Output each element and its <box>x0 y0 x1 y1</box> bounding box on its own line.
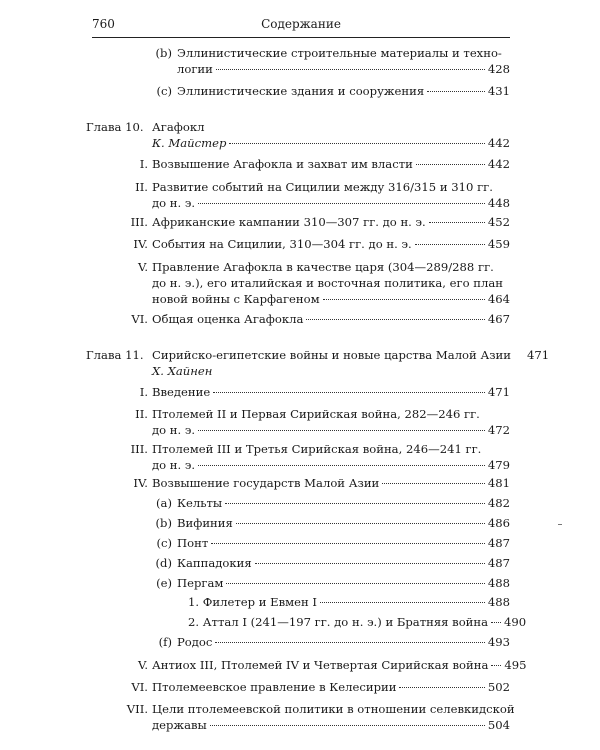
entry-number: (b) <box>155 516 172 530</box>
entry-page: 487 <box>487 536 510 550</box>
entry-page: 493 <box>487 635 510 649</box>
leader-dots <box>255 563 485 564</box>
entry-number: (c) <box>156 84 172 98</box>
page-header <box>92 17 510 35</box>
leader-dots <box>229 143 484 144</box>
entry-page: 481 <box>487 476 510 490</box>
chapter-title-block <box>152 347 550 379</box>
leader-dots <box>306 319 484 320</box>
chapter-title: Агафокл <box>152 120 205 134</box>
entry-page: 482 <box>487 496 510 510</box>
leader-dots <box>429 222 485 223</box>
leader-dots <box>399 687 484 688</box>
entry-body <box>152 236 510 252</box>
entry-number: V. <box>137 260 148 274</box>
running-head: Содержание <box>261 17 341 31</box>
entry-line: Цели птолемеевской политики в отношении селевкидской <box>152 702 515 716</box>
entry-line: Птолемей III и Третья Сирийская война, 246—241 гг. <box>152 442 482 456</box>
entry-number: (b) <box>155 46 172 60</box>
entry-body <box>177 515 510 531</box>
entry-body <box>152 311 510 327</box>
entry-body <box>152 179 510 211</box>
entry-line: Пергам <box>177 576 224 590</box>
entry-page: 442 <box>487 136 510 150</box>
entry-line: до н. э. <box>152 423 196 437</box>
entry-page: 459 <box>487 237 510 251</box>
entry-line: Эллинистические здания и сооружения <box>177 84 425 98</box>
entry-line: Родос <box>177 635 213 649</box>
entry-line: Вифиния <box>177 516 233 530</box>
chapter-author: К. Майстер <box>152 136 227 150</box>
leader-dots <box>236 523 485 524</box>
leader-dots <box>416 164 485 165</box>
entry-line: События на Сицилии, 310—304 гг. до н. э. <box>152 237 412 251</box>
entry-page: 464 <box>487 292 510 306</box>
entry-page: 467 <box>487 312 510 326</box>
entry-line: Кельты <box>177 496 223 510</box>
entry-number: VI. <box>131 680 148 694</box>
entry-page: 471 <box>527 348 550 362</box>
entry-body <box>177 575 510 591</box>
entry-page: 486 <box>487 516 510 530</box>
leader-dots <box>415 244 485 245</box>
entry-body <box>152 406 510 438</box>
leader-dots <box>491 622 501 623</box>
leader-dots <box>198 430 485 431</box>
entry-page: 452 <box>487 215 510 229</box>
chapter-label: Глава 11. <box>86 348 144 362</box>
entry-line: Эллинистические строительные материалы и техно- <box>177 46 502 60</box>
leader-dots <box>427 91 485 92</box>
entry-line: Общая оценка Агафокла <box>152 312 304 326</box>
entry-line: 1. Филетер и Евмен I <box>188 595 317 609</box>
entry-body <box>152 475 510 491</box>
entry-body <box>177 535 510 551</box>
leader-dots <box>320 602 485 603</box>
entry-line: Птолемей II и Первая Сирийская война, 282—246 гг. <box>152 407 480 421</box>
chapter-title: Сирийско-египетские войны и новые царства Малой Азии <box>152 348 512 362</box>
entry-line: Антиох III, Птолемей IV и Четвертая Сирийская война <box>152 658 489 672</box>
entry-number: IV. <box>133 237 148 251</box>
page-number: 760 <box>92 17 115 31</box>
entry-number: (c) <box>156 536 172 550</box>
entry-body <box>188 614 527 630</box>
entry-number: III. <box>130 215 148 229</box>
entry-line: Понт <box>177 536 209 550</box>
entry-line: Правление Агафокла в качестве царя (304—289/288 гг. <box>152 260 494 274</box>
leader-dots <box>198 465 485 466</box>
entry-line: Введение <box>152 385 211 399</box>
chapter-label: Глава 10. <box>86 120 144 134</box>
leader-dots <box>210 725 485 726</box>
margin-mark <box>558 524 562 525</box>
entry-body <box>152 384 510 400</box>
entry-line: логии <box>177 62 213 76</box>
entry-page: 442 <box>487 157 510 171</box>
entry-page: 448 <box>487 196 510 210</box>
entry-body <box>152 259 510 307</box>
entry-line: до н. э. <box>152 458 196 472</box>
entry-body <box>177 555 510 571</box>
leader-dots <box>215 642 484 643</box>
entry-line: до н. э.), его италийская и восточная политика, его план <box>152 276 504 290</box>
entry-number: (f) <box>158 635 172 649</box>
entry-body <box>177 83 510 99</box>
entry-page: 488 <box>487 595 510 609</box>
entry-line: Африканские кампании 310—307 гг. до н. э. <box>152 215 426 229</box>
entry-line: Каппадокия <box>177 556 252 570</box>
chapter-author: Х. Хайнен <box>152 364 213 378</box>
entry-number: (d) <box>155 556 172 570</box>
entry-number: (e) <box>156 576 172 590</box>
entry-body <box>152 441 510 473</box>
chapter-title-block <box>152 119 510 151</box>
entry-body <box>188 594 510 610</box>
leader-dots <box>491 665 501 666</box>
header-rule <box>92 37 510 38</box>
entry-line: 2. Аттал I (241—197 гг. до н. э.) и Братняя война <box>188 615 489 629</box>
entry-page: 479 <box>487 458 510 472</box>
entry-body <box>152 156 510 172</box>
leader-dots <box>323 299 485 300</box>
entry-body <box>177 45 510 77</box>
entry-line: новой войны с Карфагеном <box>152 292 320 306</box>
entry-page: 471 <box>487 385 510 399</box>
entry-page: 495 <box>504 658 527 672</box>
leader-dots <box>211 543 485 544</box>
entry-page: 472 <box>487 423 510 437</box>
leader-dots <box>198 203 485 204</box>
entry-line: Возвышение Агафокла и захват им власти <box>152 157 413 171</box>
leader-dots <box>382 483 485 484</box>
entry-page: 502 <box>487 680 510 694</box>
entry-page: 504 <box>487 718 510 732</box>
entry-page: 431 <box>487 84 510 98</box>
entry-number: (a) <box>156 496 172 510</box>
entry-page: 488 <box>487 576 510 590</box>
leader-dots <box>226 583 484 584</box>
entry-number: IV. <box>133 476 148 490</box>
entry-number: I. <box>139 157 148 171</box>
entry-number: I. <box>139 385 148 399</box>
entry-body <box>152 701 515 733</box>
entry-page: 487 <box>487 556 510 570</box>
leader-dots <box>213 392 485 393</box>
entry-line: державы <box>152 718 207 732</box>
entry-body <box>177 634 510 650</box>
entry-number: II. <box>135 180 148 194</box>
entry-number: VI. <box>131 312 148 326</box>
entry-body <box>152 679 510 695</box>
entry-body <box>177 495 510 511</box>
leader-dots <box>216 69 485 70</box>
entry-number: V. <box>137 658 148 672</box>
entry-line: Возвышение государств Малой Азии <box>152 476 380 490</box>
entry-number: III. <box>130 442 148 456</box>
entry-number: VII. <box>126 702 148 716</box>
entry-number: II. <box>135 407 148 421</box>
entry-body <box>152 214 510 230</box>
entry-line: до н. э. <box>152 196 196 210</box>
entry-page: 428 <box>487 62 510 76</box>
entry-body <box>152 657 527 673</box>
entry-line: Птолемеевское правление в Келесирии <box>152 680 397 694</box>
entry-page: 490 <box>504 615 527 629</box>
leader-dots <box>225 503 485 504</box>
entry-line: Развитие событий на Сицилии между 316/315 и 310 гг. <box>152 180 493 194</box>
